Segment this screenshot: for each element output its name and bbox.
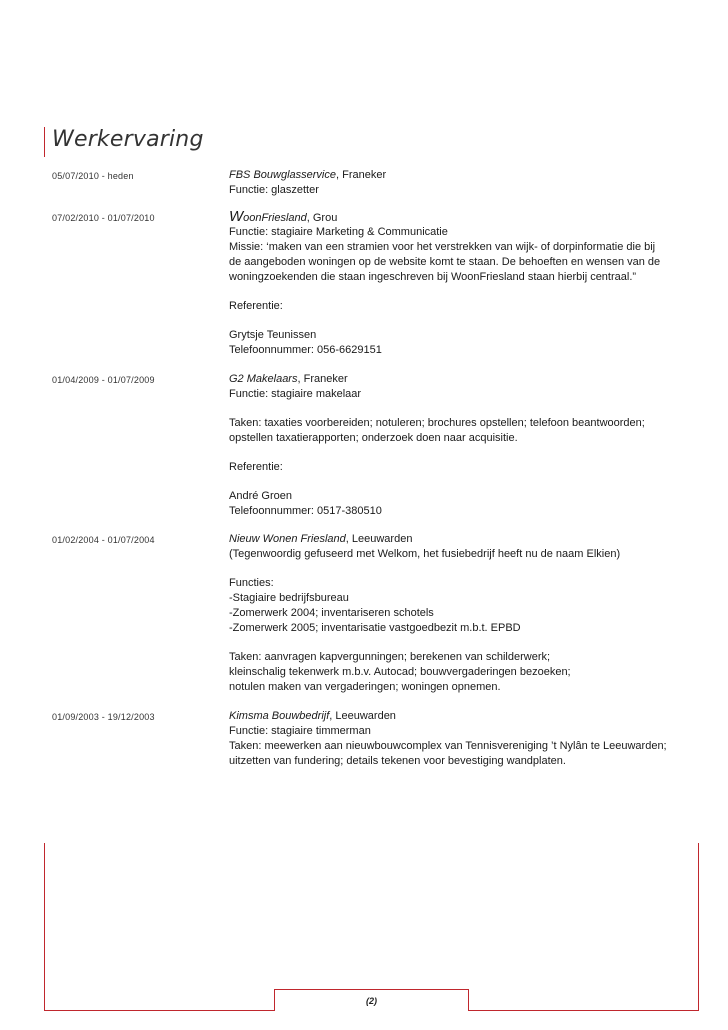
- company-name: G2 Makelaars: [229, 373, 298, 385]
- company-name: WoonFriesland: [229, 208, 307, 225]
- entry-date: 01/04/2009 - 01/07/2009: [52, 375, 155, 385]
- entry-line: -Stagiaire bedrijfsbureau: [229, 592, 349, 604]
- margin-rule-left-top: [44, 127, 45, 157]
- entry-line: Taken: taxaties voorbereiden; notuleren; brochures opstellen; telefoon beantwoorden;: [229, 417, 645, 429]
- entry-line: Functie: glaszetter: [229, 184, 319, 196]
- entry-line: woningzoekenden die staan ingeschreven bij WoonFriesland staan hierbij centraal.”: [229, 271, 637, 283]
- entry-line: Missie: ‘maken van een stramien voor het verstrekken van wijk- of dorpinformatie die bij: [229, 241, 656, 253]
- spacer: [229, 285, 699, 299]
- entry-heading: [229, 168, 699, 183]
- entry-line: Functie: stagiaire makelaar: [229, 388, 362, 400]
- company-name: Nieuw Wonen Friesland: [229, 533, 346, 545]
- entry-line: notulen maken van vergaderingen; woningen opnemen.: [229, 681, 501, 693]
- company-location: , Grou: [306, 212, 338, 224]
- entry-line: Grytsje Teunissen: [229, 329, 317, 341]
- entry-heading: [229, 709, 699, 724]
- entry-heading: [229, 372, 699, 387]
- entry-line: Functie: stagiaire timmerman: [229, 725, 371, 737]
- entry-line: André Groen: [229, 490, 292, 502]
- company-location: , Franeker: [336, 169, 387, 181]
- section-title: Werkervaring: [52, 127, 204, 152]
- entry-line: -Zomerwerk 2004; inventariseren schotels: [229, 607, 434, 619]
- spacer: [229, 446, 699, 460]
- spacer: [229, 314, 699, 328]
- entry-heading: [229, 208, 699, 225]
- entry-line: -Zomerwerk 2005; inventarisatie vastgoedbezit m.b.t. EPBD: [229, 622, 521, 634]
- spacer: [229, 475, 699, 489]
- entry-line: (Tegenwoordig gefuseerd met Welkom, het fusiebedrijf heeft nu de naam Elkien): [229, 548, 621, 560]
- entry-date: 05/07/2010 - heden: [52, 171, 134, 181]
- entry-date: 01/02/2004 - 01/07/2004: [52, 535, 155, 545]
- spacer: [229, 562, 699, 576]
- entry-line: Telefoonnummer: 056-6629151: [229, 344, 382, 356]
- entry-body: [229, 208, 699, 358]
- page-number: (2): [366, 996, 377, 1006]
- company-name: Kimsma Bouwbedrijf: [229, 710, 330, 722]
- entry-line: Taken: aanvragen kapvergunningen; berekenen van schilderwerk;: [229, 651, 551, 663]
- entry-line: Referentie:: [229, 300, 283, 312]
- margin-rule-right: [698, 843, 699, 1011]
- entry-body: [229, 168, 699, 198]
- entry-line: opstellen taxatierapporten; onderzoek doen naar acquisitie.: [229, 432, 518, 444]
- entry-date: 07/02/2010 - 01/07/2010: [52, 213, 155, 223]
- margin-rule-left-bottom: [44, 843, 45, 1011]
- company-location: , Leeuwarden: [345, 533, 413, 545]
- entry-line: Referentie:: [229, 461, 283, 473]
- entry-body: [229, 372, 699, 519]
- entry-line: de aangeboden woningen op de website komt te staan. De behoeften en wensen van de: [229, 256, 661, 268]
- page-number-box-top: [274, 989, 469, 990]
- entry-body: [229, 532, 699, 695]
- company-location: , Leeuwarden: [329, 710, 396, 722]
- entry-line: Functie: stagiaire Marketing & Communicatie: [229, 226, 448, 238]
- margin-rule-bottom-right: [468, 1010, 699, 1011]
- company-location: , Franeker: [297, 373, 348, 385]
- entry-line: uitzetten van fundering; details tekenen voor bevestiging wandplaten.: [229, 755, 566, 767]
- spacer: [229, 636, 699, 650]
- company-name: FBS Bouwglasservice: [229, 169, 336, 181]
- entry-line: Taken: meewerken aan nieuwbouwcomplex van Tennisvereniging ’t Nylân te Leeuwarden;: [229, 740, 667, 752]
- entry-date: 01/09/2003 - 19/12/2003: [52, 712, 155, 722]
- spacer: [229, 402, 699, 416]
- entry-line: Telefoonnummer: 0517-380510: [229, 505, 382, 517]
- entry-body: [229, 709, 699, 769]
- entry-line: Functies:: [229, 577, 274, 589]
- margin-rule-bottom-left: [44, 1010, 274, 1011]
- entry-heading: [229, 532, 699, 547]
- entry-line: kleinschalig tekenwerk m.b.v. Autocad; bouwvergaderingen bezoeken;: [229, 666, 571, 678]
